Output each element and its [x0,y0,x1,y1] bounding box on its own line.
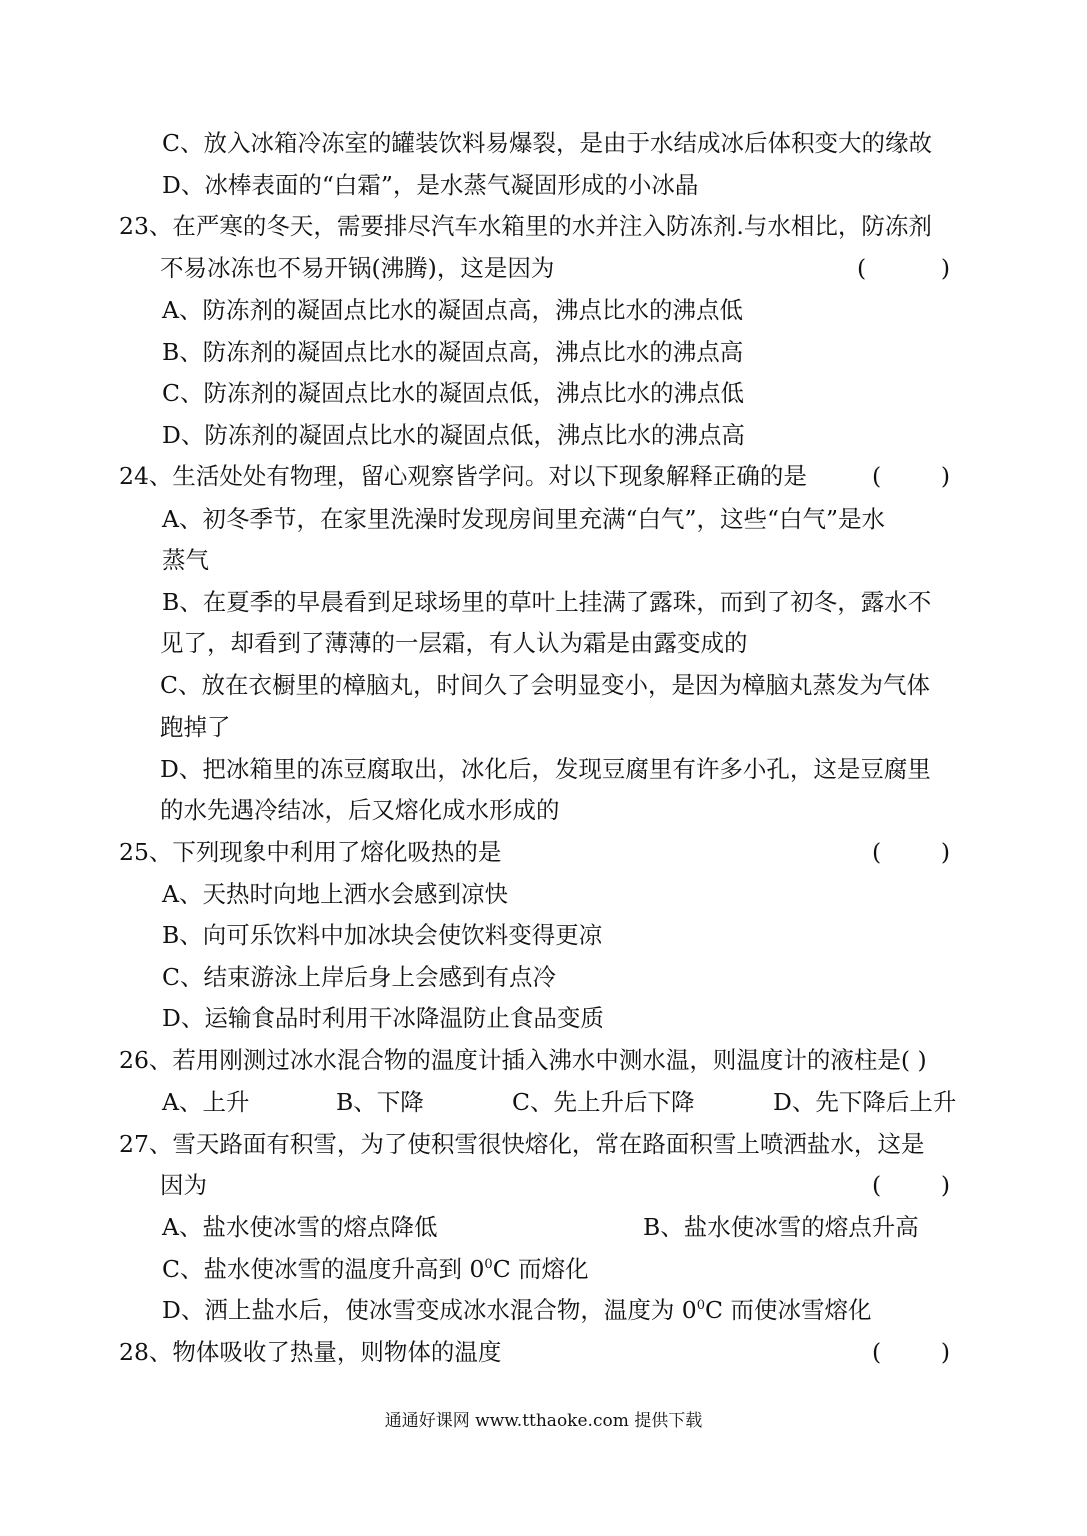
q24-option-d-line1: D、把冰箱里的冻豆腐取出，冰化后，发现豆腐里有许多小孔，这是豆腐里 [160,755,931,783]
q24-option-b-line2: 见了，却看到了薄薄的一层霜，有人认为霜是由露变成的 [160,629,748,657]
q22-option-d: D、冰棒表面的“白霜”，是水蒸气凝固形成的小冰晶 [162,171,699,199]
q23-option-d: D、防冻剂的凝固点比水的凝固点低，沸点比水的沸点高 [162,421,745,449]
q23-option-c: C、防冻剂的凝固点比水的凝固点低，沸点比水的沸点低 [162,379,744,407]
page-footer: 通通好课网 www.tthaoke.com 提供下载 [384,1411,703,1431]
q26-option-a: A、上升 [162,1088,250,1116]
q27-option-a: A、盐水使冰雪的熔点降低 [162,1213,438,1241]
q27-option-b: B、盐水使冰雪的熔点升高 [643,1213,919,1241]
q25-option-b: B、向可乐饮料中加冰块会使饮料变得更凉 [162,921,603,949]
q24-answer-bracket: ( ) [872,462,951,490]
q23-option-a: A、防冻剂的凝固点比水的凝固点高，沸点比水的沸点低 [162,296,743,324]
q24-option-b-line1: B、在夏季的早晨看到足球场里的草叶上挂满了露珠，而到了初冬，露水不 [162,588,932,616]
q26-stem: 26、若用刚测过冰水混合物的温度计插入沸水中测水温，则温度计的液柱是( ) [119,1046,927,1074]
q24-option-d-line2: 的水先遇冷结冰，后又熔化成水形成的 [160,796,560,824]
q23-stem-line1: 23、在严寒的冬天，需要排尽汽车水箱里的水并注入防冻剂.与水相比，防冻剂 [119,212,932,240]
q28-stem: 28、物体吸收了热量，则物体的温度 [119,1338,502,1366]
q24-option-c-line1: C、放在衣橱里的樟脑丸，时间久了会明显变小，是因为樟脑丸蒸发为气体 [160,671,930,699]
q24-stem: 24、生活处处有物理，留心观察皆学问。对以下现象解释正确的是 [119,462,807,490]
q26-option-d: D、先下降后上升 [773,1088,957,1116]
q27-stem-line1: 27、雪天路面有积雪，为了使积雪很快熔化，常在路面积雪上喷洒盐水，这是 [119,1130,925,1158]
degree-superscript: 0 [484,1257,493,1272]
q23-answer-bracket: ( ) [857,254,951,282]
q28-answer-bracket: ( ) [872,1338,951,1366]
q25-answer-bracket: ( ) [872,838,951,866]
q23-stem-line2: 不易冰冻也不易开锅(沸腾)，这是因为 [160,254,555,282]
q27-option-d: D、洒上盐水后，使冰雪变成冰水混合物，温度为 $0^0C$ 而使冰雪熔化 [162,1296,872,1324]
q25-option-a: A、天热时向地上洒水会感到凉快 [162,880,508,908]
q24-option-a-line1: A、初冬季节，在家里洗澡时发现房间里充满“白气”，这些“白气”是水 [162,505,886,533]
q23-option-b: B、防冻剂的凝固点比水的凝固点高，沸点比水的沸点高 [162,338,744,366]
degree-superscript: 0 [696,1298,706,1313]
q24-option-c-line2: 跑掉了 [160,713,231,741]
q25-option-c: C、结束游泳上岸后身上会感到有点冷 [162,963,556,991]
q26-option-c: C、先上升后下降 [512,1088,695,1116]
q25-stem: 25、下列现象中利用了熔化吸热的是 [119,838,502,866]
q27-option-c: C、盐水使冰雪的温度升高到 $0^0C$ 而熔化 [162,1255,589,1283]
q24-option-a-line2: 蒸气 [162,546,209,574]
q27-stem-line2: 因为 [160,1171,207,1199]
q27-answer-bracket: ( ) [872,1171,951,1199]
q25-option-d: D、运输食品时利用干冰降温防止食品变质 [162,1004,604,1032]
q26-option-b: B、下降 [336,1088,424,1116]
q22-option-c: C、放入冰箱冷冻室的罐装饮料易爆裂，是由于水结成冰后体积变大的缘故 [162,129,932,157]
